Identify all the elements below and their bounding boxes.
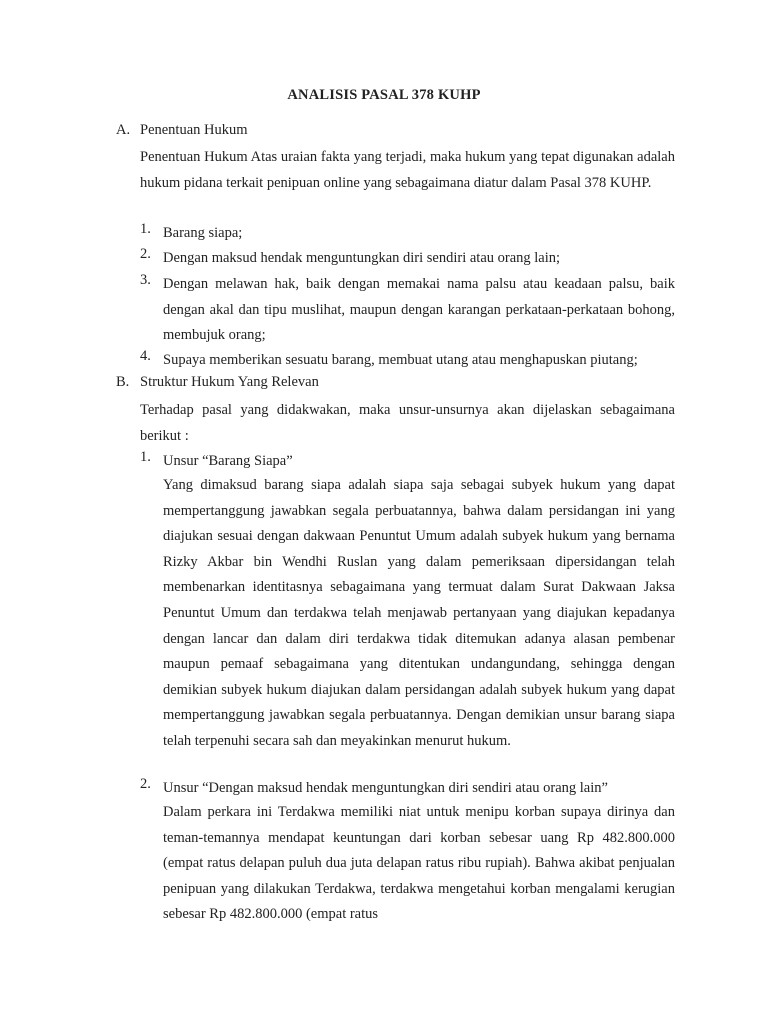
document-title: ANALISIS PASAL 378 KUHP xyxy=(287,87,481,103)
section-b-title: Struktur Hukum Yang Relevan xyxy=(140,374,319,390)
section-a-letter: A. xyxy=(116,122,131,138)
list-item-body: Dalam perkara ini Terdakwa memiliki niat untuk menipu korban supaya dirinya dan teman-temannya mendapat keuntungan dari korban sebesar uang Rp 482.800.000 (empat ratus delapan puluh dua juta delapan ratus ribu rupiah). Bahwa akibat penjualan penipuan yang dilakukan Terdakwa, terdakwa mengetahui korban mengalami kerugian sebesar Rp 482.800.000 (empat ratus xyxy=(163,804,675,923)
list-item-heading: Unsur “Dengan maksud hendak menguntungkan diri sendiri atau orang lain” xyxy=(163,780,608,796)
section-b-intro: Terhadap pasal yang didakwakan, maka unsur-unsurnya akan dijelaskan sebagaimana berikut : xyxy=(140,402,675,444)
list-item-body: Yang dimaksud barang siapa adalah siapa saja sebagai subyek hukum yang dapat mempertanggung jawabkan segala perbuatannya, bahwa dalam persidangan ini yang diajukan sesuai dengan dakwaan Penuntut Umum adalah subyek hukum yang bernama Rizky Akbar bin Wendhi Ruslan yang dalam pemeriksaan dipersidangan telah membenarkan identitasnya sebagaimana yang termuat dalam Surat Dakwaan Jaksa Penuntut Umum dan terdakwa telah menjawab pertanyaan yang diajukan kepadanya dengan lancar dan dalam diri terdakwa tidak ditemukan adanya alasan pembenar maupun pemaaf sebagaimana yang ditentukan undangundang, sehingga dengan demikian subyek hukum diajukan dalam persidangan adalah subyek hukum yang dapat mempertanggung jawabkan segala perbuatannya. Dengan demikian unsur barang siapa telah terpenuhi secara sah dan meyakinkan menurut hukum. xyxy=(163,477,675,749)
list-item-number: 2. xyxy=(140,776,151,792)
list-item-text: Dengan melawan hak, baik dengan memakai nama palsu atau keadaan palsu, baik dengan akal dan tipu muslihat, maupun dengan karangan perkataan-perkataan bohong, membujuk orang; xyxy=(163,276,675,344)
list-item-number: 1. xyxy=(140,221,151,237)
list-item-text: Barang siapa; xyxy=(163,225,243,241)
list-item-number: 2. xyxy=(140,246,151,262)
list-item-text: Supaya memberikan sesuatu barang, membuat utang atau menghapuskan piutang; xyxy=(163,352,638,368)
section-a-title: Penentuan Hukum xyxy=(140,122,248,138)
list-item-number: 3. xyxy=(140,272,151,288)
list-item-text: Dengan maksud hendak menguntungkan diri sendiri atau orang lain; xyxy=(163,250,561,266)
list-item-number: 1. xyxy=(140,449,151,465)
section-a-intro: Penentuan Hukum Atas uraian fakta yang terjadi, maka hukum yang tepat digunakan adalah hukum pidana terkait penipuan online yang sebagaimana diatur dalam Pasal 378 KUHP. xyxy=(140,149,675,191)
list-item-number: 4. xyxy=(140,348,151,364)
section-b-letter: B. xyxy=(116,374,130,390)
list-item-heading: Unsur “Barang Siapa” xyxy=(163,453,293,469)
